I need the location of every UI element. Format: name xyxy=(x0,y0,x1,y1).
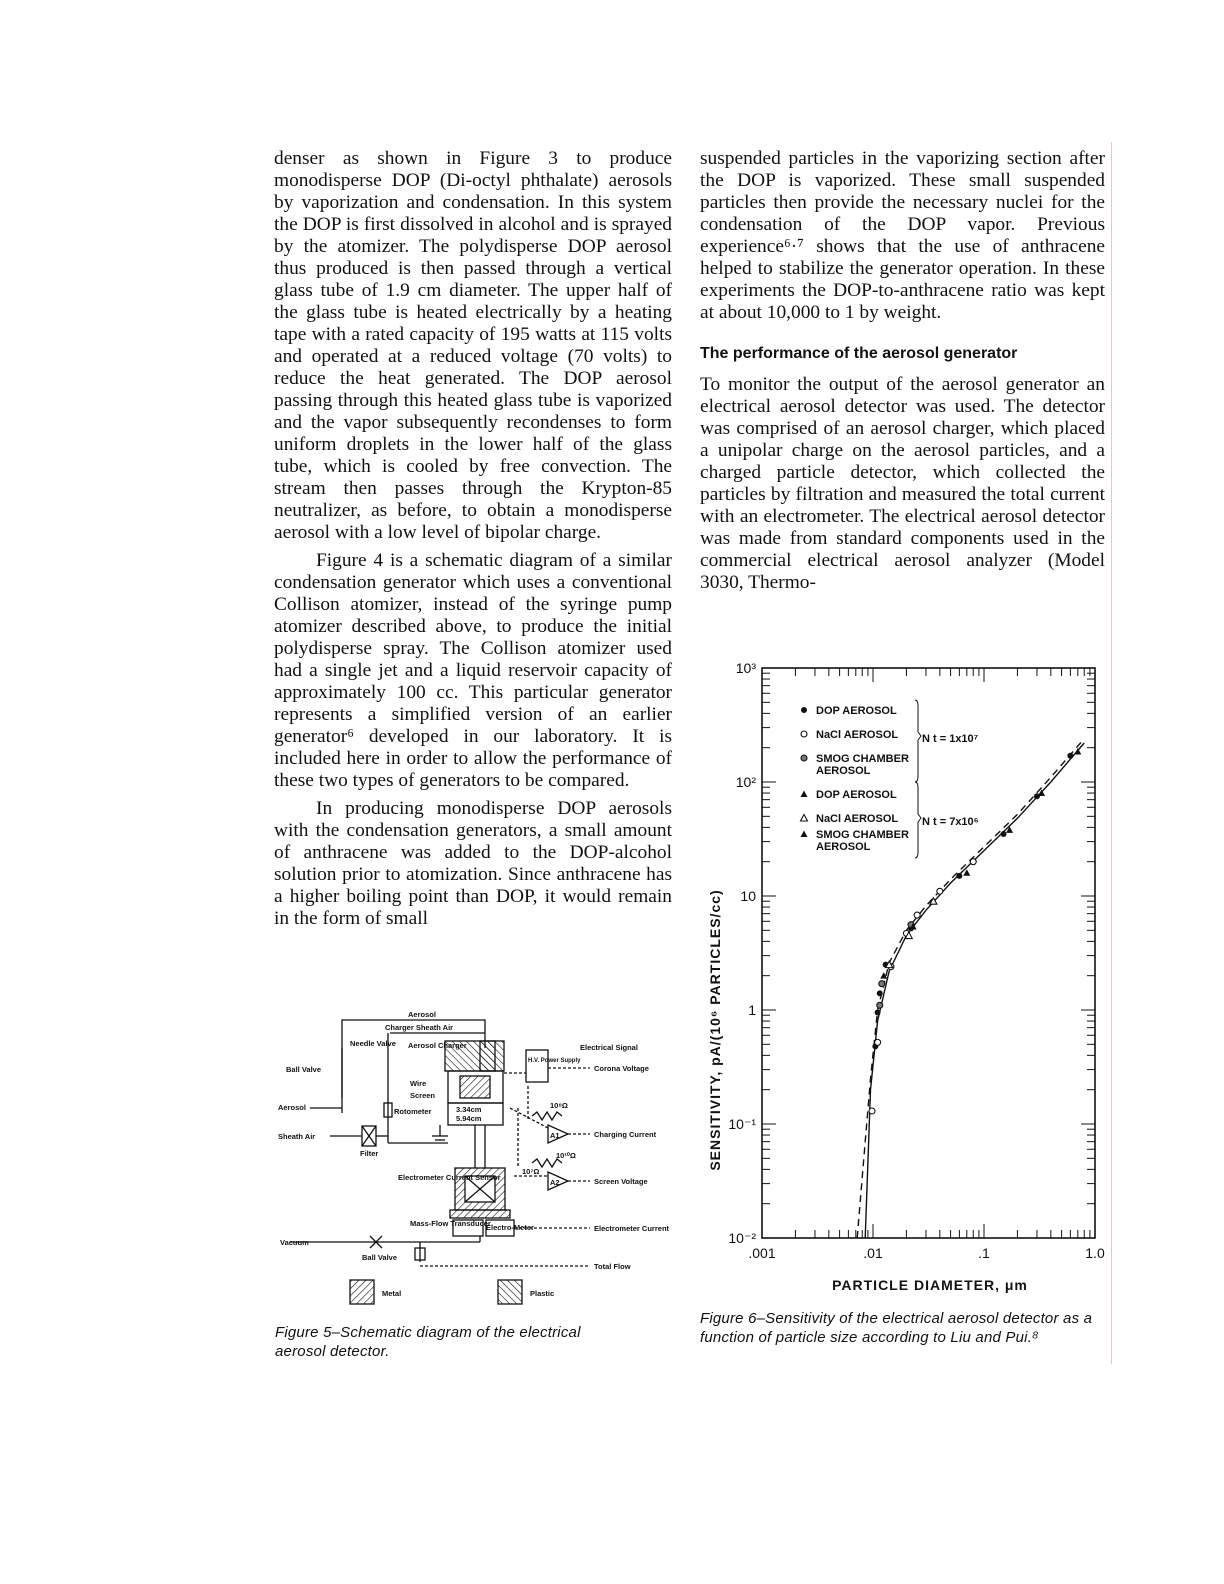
fig5-hv-supply: H.V. Power Supply xyxy=(528,1058,581,1064)
fig5-dim1: 3.34cm xyxy=(456,1105,482,1114)
data-point xyxy=(877,1002,883,1008)
fig5-rotometer: Rotometer xyxy=(394,1107,432,1116)
legend-marker xyxy=(801,731,807,737)
fig5-screen-voltage: Screen Voltage xyxy=(594,1177,648,1186)
fig5-corona-voltage: Corona Voltage xyxy=(594,1064,649,1073)
legend-marker xyxy=(801,755,807,761)
section-heading: The performance of the aerosol generator xyxy=(700,345,1018,362)
fig5-vacuum: Vacuum xyxy=(280,1238,309,1247)
figure5-caption: Figure 5–Schematic diagram of the electrical aerosol detector. xyxy=(275,1324,581,1360)
fig5-amp-1: A1 xyxy=(550,1131,560,1140)
y-tick-label: 10⁻¹ xyxy=(728,1116,756,1132)
fig5-resistor-3: 10⁷Ω xyxy=(522,1167,540,1176)
right-paragraph-1: suspended particles in the vaporizing section after the DOP is vaporized. These small suspended particles then provide the necessary nuclei for the condensation of the DOP vapor. Previous experience⁶·⁷ shows that the use of anthracene helped to stabilize the generator operation. In these experiments the DOP-to-anthracene ratio was kept at about 10,000 to 1 by weight. xyxy=(700,148,1105,323)
fig5-electrometer-current: Electrometer Current xyxy=(594,1224,670,1233)
legend-item-5: NaCl AEROSOL xyxy=(816,813,899,825)
legend-item-4: DOP AEROSOL xyxy=(816,789,897,801)
fig5-ball-valve-2: Ball Valve xyxy=(362,1253,398,1262)
x-tick-label: .001 xyxy=(748,1245,776,1261)
fig5-amp-2: A2 xyxy=(550,1178,560,1187)
fig5-total-flow: Total Flow xyxy=(594,1262,631,1271)
fig5-metal-label: Metal xyxy=(382,1289,402,1298)
data-point xyxy=(970,859,976,865)
data-point xyxy=(875,1039,881,1045)
y-tick-label: 1 xyxy=(748,1002,756,1018)
fig5-plastic-label: Plastic xyxy=(530,1289,555,1298)
y-tick-label: 10² xyxy=(735,774,756,790)
data-point xyxy=(1034,793,1040,799)
legend-marker xyxy=(801,707,807,713)
legend-item-6b: AEROSOL xyxy=(816,841,871,853)
left-paragraph-3: In producing monodisperse DOP aerosols with the condensation generators, a small amount of anthracene was added to the DOP-alcohol solution prior to atomization. Since anthracene has a higher boiling point than DOP, it would remain in the form of small xyxy=(274,798,672,929)
y-tick-label: 10 xyxy=(740,888,756,904)
plot-area xyxy=(728,660,1105,1261)
fig5-electrical-signal: Electrical Signal xyxy=(580,1043,638,1052)
left-paragraph-2: Figure 4 is a schematic diagram of a similar condensation generator which uses a conventional Collison atomizer, instead of the syringe pump atomizer described above, to produce the initial polydisperse spray. The Collison atomizer used had a single jet and a liquid reservoir capacity of approximately 100 cc. This particular generator represents a simplified version of an earlier generator⁶ developed in our laboratory. It is included here in order to allow the performance of these two types of generators to be compared. xyxy=(274,550,672,791)
data-point xyxy=(1067,753,1073,759)
data-point xyxy=(1001,831,1007,837)
data-point xyxy=(869,1108,875,1114)
data-point xyxy=(914,912,920,918)
fig5-wire: Wire xyxy=(410,1079,427,1088)
figure5-schematic xyxy=(270,1008,690,1313)
data-point xyxy=(1074,748,1081,755)
legend-marker xyxy=(801,791,808,798)
fig5-charger-sheath: Charger Sheath Air xyxy=(385,1023,454,1032)
fig5-dim2: 5.94cm xyxy=(456,1114,482,1123)
fig5-charging-current: Charging Current xyxy=(594,1130,657,1139)
fig5-filter: Filter xyxy=(360,1149,379,1158)
fig5-aerosol-charger: Aerosol Charger xyxy=(408,1041,467,1050)
y-axis-label: SENSITIVITY, pA/(10⁶ PARTICLES/cc) xyxy=(707,889,723,1171)
fig5-ball-valve: Ball Valve xyxy=(286,1065,322,1074)
fig5-mass-flow: Mass-Flow Transducer xyxy=(410,1219,491,1228)
x-axis-label: PARTICLE DIAMETER, μm xyxy=(832,1277,1028,1293)
data-point xyxy=(875,1010,881,1016)
x-tick-label: 1.0 xyxy=(1085,1245,1105,1261)
right-paragraph-2: To monitor the output of the aerosol generator an electrical aerosol detector was used. The detector was comprised of an aerosol charger, which placed a unipolar charge on the aerosol particles, and a charged particle detector, which collected the particles by filtration and measured the total current with an electrometer. The electrical aerosol detector was made from standard components used in the commercial electrical aerosol analyzer (Model 3030, Thermo- xyxy=(700,374,1105,593)
y-tick-label: 10⁻² xyxy=(728,1230,756,1246)
fig5-aerosol-in: Aerosol xyxy=(278,1103,306,1112)
legend-group-2: N t = 7x10⁶ xyxy=(922,816,979,828)
legend-marker xyxy=(801,831,808,838)
legend-item-3a: SMOG CHAMBER xyxy=(816,753,909,765)
figure6-caption: Figure 6–Sensitivity of the electrical aerosol detector as a function of particle size according to Liu and Pui.⁸ xyxy=(700,1310,1093,1346)
figure6-chart xyxy=(700,650,1120,1300)
legend-item-1: DOP AEROSOL xyxy=(816,705,897,717)
left-paragraph-1: denser as shown in Figure 3 to produce monodisperse DOP (Di-octyl phthalate) aerosols by vaporization and condensation. In this system the DOP is first dissolved in alcohol and is sprayed by the atomizer. The polydisperse DOP aerosol thus produced is then passed through a vertical glass tube of 1.9 cm diameter. The upper half of the glass tube is heated electrically by a heating tape with a rated capacity of 195 watts at 115 volts and operated at a reduced voltage (70 volts) to reduce the heat generated. The DOP aerosol passing through this heated glass tube is vaporized and the vapor subsequently recondenses to form uniform droplets in the lower half of the glass tube, which is cooled by free convection. The stream then passes through the Krypton-85 neutralizer, as before, to obtain a monodisperse aerosol with a low level of bipolar charge. xyxy=(274,148,672,543)
legend-group-1: N t = 1x10⁷ xyxy=(922,733,979,745)
fig5-resistor-2: 10¹⁰Ω xyxy=(556,1151,576,1160)
x-tick-label: .1 xyxy=(978,1245,990,1261)
x-tick-label: .01 xyxy=(863,1245,883,1261)
plot-frame xyxy=(762,668,1095,1238)
fig5-sheath-air: Sheath Air xyxy=(278,1132,316,1141)
right-column xyxy=(700,148,1105,594)
y-tick-label: 10³ xyxy=(735,660,756,676)
left-column xyxy=(274,148,672,930)
legend-item-2: NaCl AEROSOL xyxy=(816,729,899,741)
legend-marker xyxy=(801,815,808,822)
data-point xyxy=(879,981,885,987)
data-point xyxy=(937,888,943,894)
legend-item-3b: AEROSOL xyxy=(816,765,871,777)
chart-legend xyxy=(816,705,979,853)
data-point xyxy=(877,990,883,996)
fig5-screen: Screen xyxy=(410,1091,436,1100)
fig5-electro-meter: Electro-Meter xyxy=(486,1223,534,1232)
fig5-needle-valve: Needle Valve xyxy=(350,1039,396,1048)
fig5-electrometer-sensor: Electrometer Current Sensor xyxy=(398,1173,501,1182)
fig5-aerosol-top: Aerosol xyxy=(408,1010,436,1019)
fig5-resistor-1: 10⁸Ω xyxy=(550,1101,568,1110)
legend-item-6a: SMOG CHAMBER xyxy=(816,829,909,841)
data-point xyxy=(956,873,962,879)
